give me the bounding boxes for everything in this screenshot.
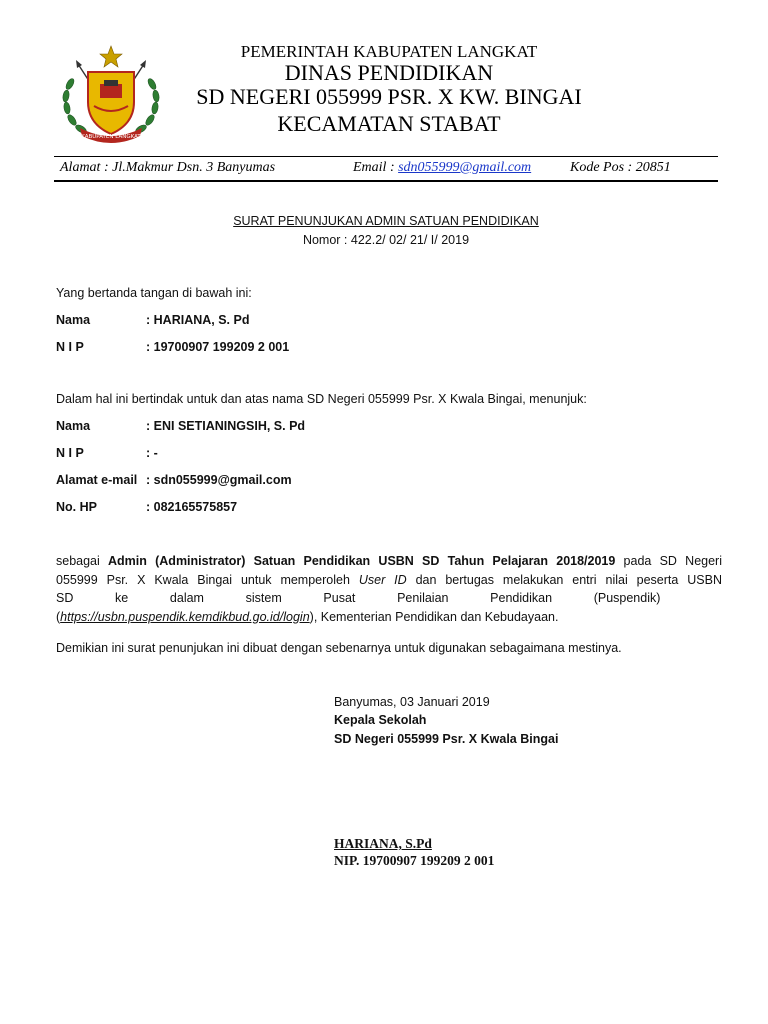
letterhead-government: PEMERINTAH KABUPATEN LANGKAT (240, 42, 538, 61)
appointment-paragraph (56, 552, 722, 626)
signer-school: SD Negeri 055999 Psr. X Kwala Bingai (334, 732, 559, 746)
logo-ribbon-text: KABUPATEN LANGKAT (81, 134, 141, 140)
signer-name-label: Nama (56, 313, 91, 327)
signer-nip-label: N I P (56, 340, 84, 354)
body-bold-role: Admin (Administrator) Satuan Pendidikan USBN SD Tahun Pelajaran 2018/2019 (108, 554, 616, 568)
letterhead-school: SD NEGERI 055999 PSR. X KW. BINGAI (196, 84, 582, 109)
closing-text: Demikian ini surat penunjukan ini dibuat dengan sebenarnya untuk digunakan sebagaimana mestinya. (56, 641, 622, 655)
acting-text: Dalam hal ini bertindak untuk dan atas nama SD Negeri 055999 Psr. X Kwala Bingai, menunjuk: (56, 392, 587, 406)
appointee-name-value: : ENI SETIANINGSIH, S. Pd (146, 419, 306, 433)
paragraph-line-3: SD ke dalam sistem Pusat Penilaian Pendidikan (Puspendik) (56, 591, 661, 606)
body-text: ( (56, 609, 61, 624)
puspendik-link[interactable]: https://usbn.puspendik.kemdikbud.go.id/login (60, 609, 310, 624)
body-text: dan bertugas melakukan entri nilai peserta USBN (406, 572, 722, 587)
appointee-phone-label: No. HP (56, 500, 97, 514)
letterhead-rule-top (54, 156, 718, 157)
appointee-nip-value: : - (146, 446, 158, 460)
school-address: Alamat : Jl.Makmur Dsn. 3 Banyumas (60, 160, 276, 175)
signatory-name: HARIANA, S.Pd (334, 836, 432, 851)
school-email (353, 160, 531, 176)
email-label: Email : (353, 160, 399, 175)
signer-position: Kepala Sekolah (334, 713, 427, 727)
appointee-email-value: : sdn055999@gmail.com (146, 473, 292, 487)
letterhead-department: DINAS PENDIDIKAN (284, 60, 494, 85)
intro-text: Yang bertanda tangan di bawah ini: (56, 286, 252, 300)
body-text: pada SD Negeri (615, 554, 722, 568)
appointee-phone-value: : 082165575857 (146, 500, 238, 514)
email-link[interactable]: sdn055999@gmail.com (398, 160, 532, 175)
body-text: ), Kementerian Pendidikan dan Kebudayaan. (309, 609, 559, 624)
signatory-nip: NIP. 19700907 199209 2 001 (334, 853, 495, 868)
signer-name-value: : HARIANA, S. Pd (146, 313, 250, 327)
paragraph-line-1 (56, 552, 722, 571)
signer-nip-value: : 19700907 199209 2 001 (146, 340, 290, 354)
appointee-name-label: Nama (56, 419, 91, 433)
letter-title: SURAT PENUNJUKAN ADMIN SATUAN PENDIDIKAN (233, 214, 539, 228)
place-date: Banyumas, 03 Januari 2019 (334, 695, 490, 709)
body-text: 055999 Psr. X Kwala Bingai untuk memperoleh (56, 572, 359, 587)
appointee-nip-label: N I P (56, 446, 84, 460)
body-text: sebagai (56, 554, 109, 568)
postal-code: Kode Pos : 20851 (570, 160, 671, 175)
paragraph-line-2 (56, 571, 722, 590)
letterhead-district: KECAMATAN STABAT (277, 111, 501, 136)
appointee-email-label: Alamat e-mail (56, 473, 138, 487)
letterhead-rule-bottom (54, 180, 718, 182)
body-italic-userid: User ID (358, 572, 407, 587)
paragraph-line-4 (56, 608, 722, 627)
letter-number: Nomor : 422.2/ 02/ 21/ I/ 2019 (302, 233, 470, 247)
